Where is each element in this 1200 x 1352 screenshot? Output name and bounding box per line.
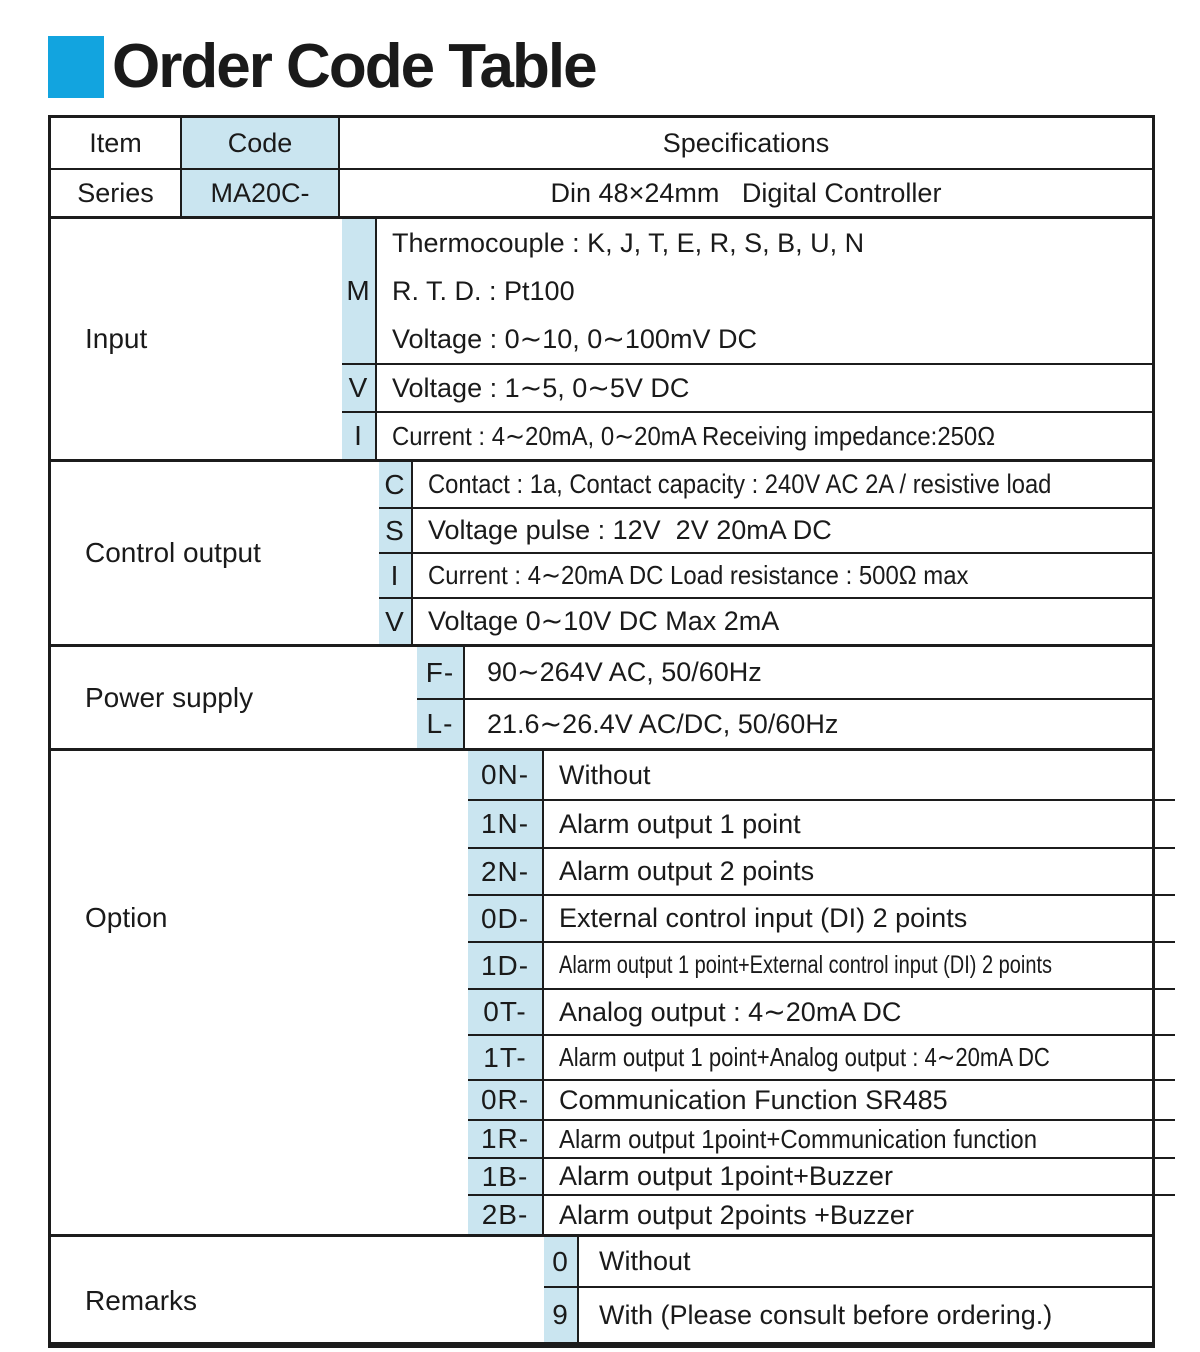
code-cell: 2N- (468, 849, 544, 894)
spec-cell: Alarm output 1 point+Analog output : 4∼20mA DC (559, 1042, 1050, 1072)
spec-cell: Alarm output 1point+Buzzer (559, 1161, 893, 1191)
row-ctrl-c (379, 462, 1152, 507)
code-cell: C (379, 462, 413, 507)
spec-line: Thermocouple : K, J, T, E, R, S, B, U, N (392, 228, 865, 258)
spec-cell: Voltage : 1∼5, 0∼5V DC (392, 372, 690, 403)
row-ctrl-s (379, 507, 1152, 552)
spec-cell (377, 219, 1152, 363)
spec-cell: Alarm output 1 point+External control input (DI) 2 points (559, 951, 1053, 979)
code-cell: M (342, 219, 377, 363)
page-title: Order Code Table (112, 32, 596, 101)
table-header-row (51, 118, 1152, 168)
row-option-1n (468, 799, 1175, 847)
spec-cell: External control input (DI) 2 points (559, 903, 968, 933)
code-cell: I (379, 554, 413, 597)
spec-cell: Current : 4∼20mA DC Load resistance : 500Ω max (428, 560, 969, 590)
row-option-1t (468, 1034, 1175, 1079)
code-cell: 0T- (468, 990, 544, 1034)
code-cell: V (342, 365, 377, 411)
spec-cell: With (Please consult before ordering.) (599, 1299, 1053, 1330)
spec-cell: Alarm output 2 points (559, 856, 815, 886)
section-control-output (51, 459, 1152, 644)
code-cell: 1D- (468, 943, 544, 988)
row-option-1d (468, 941, 1175, 988)
code-cell: V (379, 599, 413, 644)
section-label-control-output: Control output (85, 537, 261, 568)
code-cell: 1B- (468, 1159, 544, 1194)
row-option-0t (468, 988, 1175, 1034)
row-power-l (417, 698, 1152, 748)
spec-cell: Voltage pulse : 12V 2V 20mA DC (428, 515, 832, 545)
spec-cell: Without (559, 759, 651, 790)
code-cell: I (342, 413, 377, 459)
code-cell: L- (417, 700, 465, 748)
spec-line: Voltage : 0∼10, 0∼100mV DC (392, 324, 757, 354)
spec-cell: 90∼264V AC, 50/60Hz (487, 657, 762, 687)
series-row (51, 168, 1152, 216)
section-label-power-supply: Power supply (85, 681, 254, 713)
spec-line: R. T. D. : Pt100 (392, 276, 575, 306)
section-label-remarks: Remarks (85, 1284, 198, 1316)
series-label: Series (77, 177, 154, 208)
code-cell: 0 (544, 1237, 579, 1286)
section-label-input: Input (85, 323, 148, 354)
section-option (51, 748, 1152, 1234)
series-spec: Din 48×24mm Digital Controller (550, 177, 942, 208)
code-cell: S (379, 509, 413, 552)
row-ctrl-i (379, 552, 1152, 597)
spec-cell: Contact : 1a, Contact capacity : 240V AC 2A / resistive load (428, 469, 1052, 499)
row-option-2n (468, 847, 1175, 894)
code-cell: 9 (544, 1288, 579, 1342)
spec-cell: 21.6∼26.4V AC/DC, 50/60Hz (487, 708, 839, 739)
code-cell: 1N- (468, 801, 544, 847)
spec-cell: Communication Function SR485 (559, 1084, 948, 1115)
row-input-i (342, 411, 1152, 459)
spec-cell: Alarm output 1 point (559, 808, 801, 839)
section-remarks (51, 1234, 1152, 1342)
row-option-0d (468, 894, 1175, 941)
code-cell: 0N- (468, 751, 544, 799)
row-remarks-9 (544, 1286, 1152, 1342)
spec-cell: Alarm output 1point+Communication function (559, 1123, 1038, 1154)
row-option-0r (468, 1079, 1175, 1119)
row-option-2b (468, 1194, 1175, 1234)
row-power-f (417, 647, 1152, 698)
spec-cell: Voltage 0∼10V DC Max 2mA (428, 606, 780, 636)
section-power-supply (51, 644, 1152, 748)
spec-cell: Without (599, 1246, 691, 1276)
section-marker-icon (48, 36, 104, 98)
section-input (51, 216, 1152, 459)
header-specifications: Specifications (662, 127, 830, 158)
section-label-option: Option (85, 901, 168, 933)
code-cell: 0D- (468, 896, 544, 941)
spec-cell: Alarm output 2points +Buzzer (559, 1199, 914, 1230)
spec-cell: Current : 4∼20mA, 0∼20mA Receiving impedance:250Ω (392, 420, 996, 451)
code-cell: 1R- (468, 1121, 544, 1157)
page-header (48, 32, 596, 101)
code-cell: 0R- (468, 1081, 544, 1119)
row-remarks-0 (544, 1237, 1152, 1286)
row-ctrl-v (379, 597, 1152, 644)
header-code: Code (180, 118, 340, 168)
code-cell: 1T- (468, 1036, 544, 1079)
code-cell: 2B- (468, 1196, 544, 1234)
spec-cell: Analog output : 4∼20mA DC (559, 996, 902, 1027)
row-option-1r (468, 1119, 1175, 1157)
row-option-0n (468, 751, 1175, 799)
row-option-1b (468, 1157, 1175, 1194)
row-input-m (342, 219, 1152, 363)
order-code-table (48, 115, 1155, 1348)
code-cell: F- (417, 647, 465, 698)
header-item: Item (89, 127, 142, 158)
row-input-v (342, 363, 1152, 411)
series-code: MA20C- (180, 170, 340, 216)
